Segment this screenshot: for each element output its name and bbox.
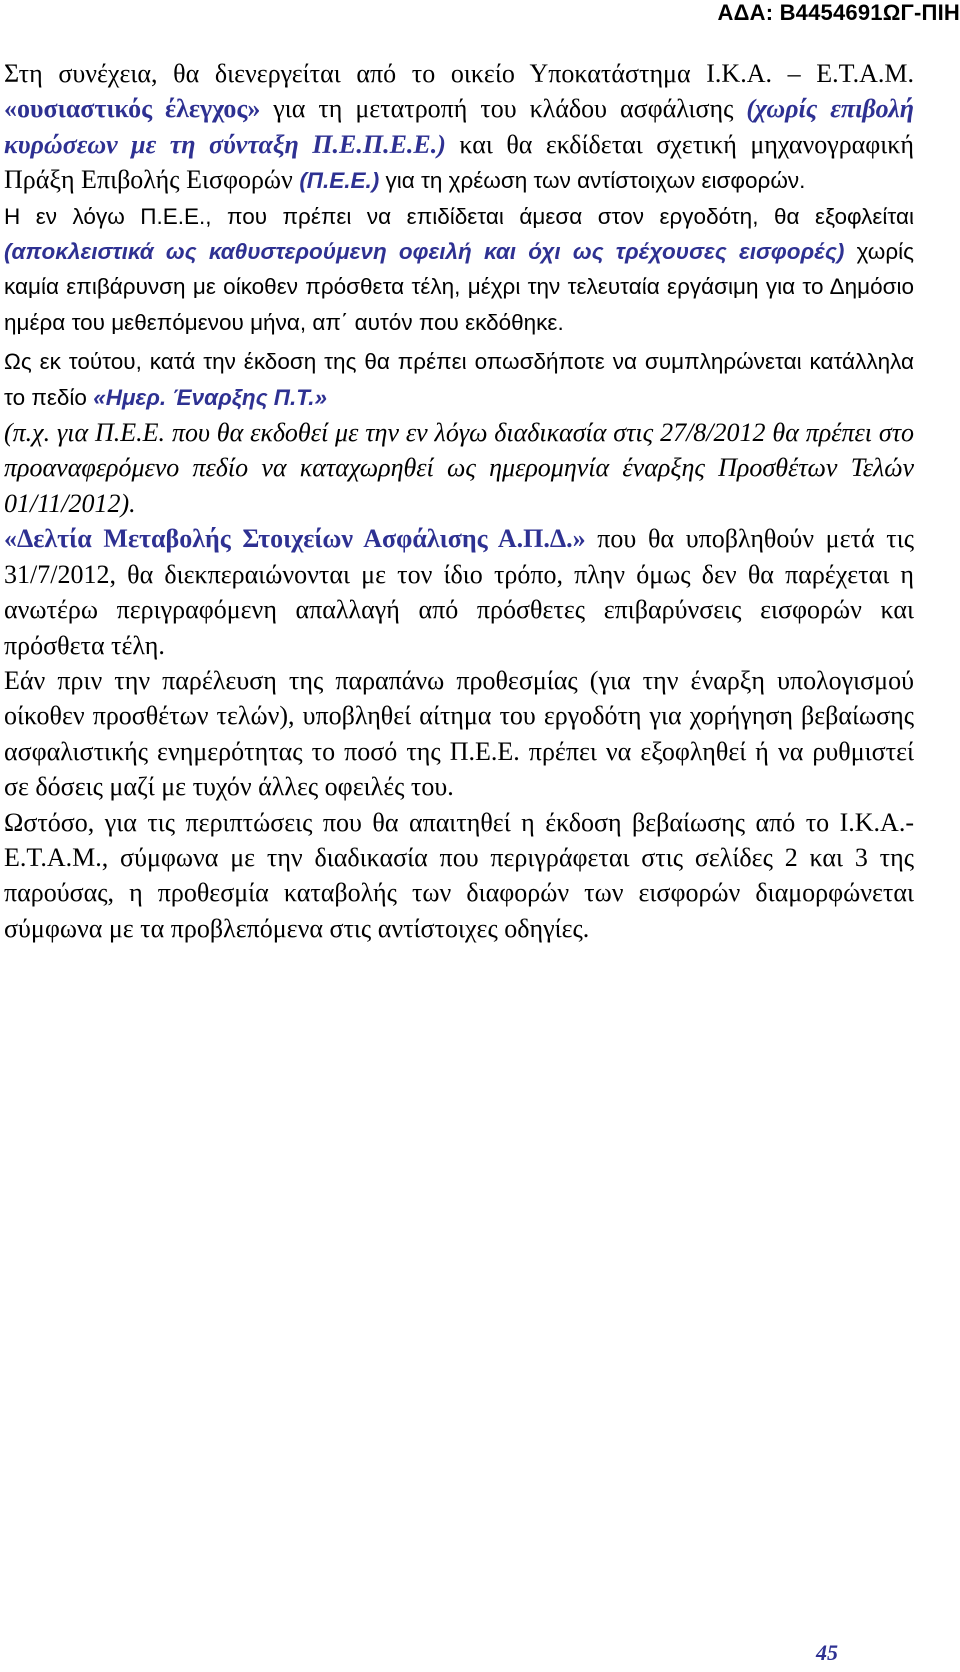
page-number: 45	[816, 1640, 838, 1665]
p7-text: Ωστόσο, για τις περιπτώσεις που θα απαιτηθεί η έκδοση βεβαίωσης από το Ι.Κ.Α.- Ε.Τ.Α.Μ., σύμφωνα με την διαδικασία που περιγράφεται στις σελίδες 2 και 3 της παρούσας, η προθεσμία καταβολής των διαφορών των εισφορών διαμορφώνεται σύμφωνα με τα προβλεπόμενα στις αντίστοιχες οδηγίες.	[4, 807, 914, 943]
paragraph-1	[4, 56, 914, 199]
paragraph-3	[4, 344, 914, 415]
p3-field-name: «Ημερ. Έναρξης Π.Τ.»	[93, 384, 328, 410]
ada-code: ΑΔΑ: Β4454691ΩΓ-ΠΙΗ	[717, 0, 960, 25]
p1-substantive-check: «ουσιαστικός έλεγχος»	[4, 94, 261, 124]
p5-forms-title: «Δελτία Μεταβολής Στοιχείων Ασφάλισης Α.Π.Δ.»	[4, 524, 586, 554]
paragraph-6	[4, 663, 914, 805]
p4-example: (π.χ. για Π.Ε.Ε. που θα εκδοθεί με την εν λόγω διαδικασία στις 27/8/2012 θα πρέπει στο προαναφερόμενο πεδίο να καταχωρηθεί ως ημερομηνία έναρξης Προσθέτων Τελών 01/11/2012).	[4, 418, 914, 518]
p2-text-1: Η εν λόγω Π.Ε.Ε., που πρέπει να επιδίδεται άμεσα στον εργοδότη, θα εξοφλείται	[4, 203, 914, 229]
p3-text-1: Ως εκ τούτου, κατά την έκδοση της θα πρέπει οπωσδήποτε να συμπληρώνεται κατάλληλα το πεδίο	[4, 349, 914, 410]
paragraph-2	[4, 199, 914, 341]
p1-text-7: για τη χρέωση των αντίστοιχων εισφορών.	[379, 168, 806, 194]
p1-no-sanctions-note: (χωρίς επιβολή κυρώσεων με τη σύνταξη Π.Ε.Π.Ε.Ε.)	[4, 94, 914, 159]
p1-text-3: για τη μετατροπή του κλάδου ασφάλισης	[260, 94, 747, 124]
p2-text-3: χωρίς καμία επιβάρυνση με οίκοθεν πρόσθετα τέλη, μέχρι την τελευταία εργάσιμη για το Δημόσιο ημέρα του μεθεπόμενου μήνα, απ΄ αυτόν που εκδόθηκε.	[4, 239, 915, 335]
p2-overdue-note: (αποκλειστικά ως καθυστερούμενη οφειλή και όχι ως τρέχουσες εισφορές)	[4, 239, 845, 265]
p5-text-2: που θα υποβληθούν μετά τις 31/7/2012, θα διεκπεραιώνονται με τον ίδιο τρόπο, πλην όμως δεν θα παρέχεται η ανωτέρω περιγραφόμενη απαλλαγή από πρόσθετες επιβαρύνσεις εισφορών και πρόσθετα τέλη.	[4, 524, 914, 660]
p6-text: Εάν πριν την παρέλευση της παραπάνω προθεσμίας (για την έναρξη υπολογισμού οίκοθεν προσθέτων τελών), υποβληθεί αίτημα του εργοδότη για χορήγηση βεβαίωσης ασφαλιστικής ενημερότητας το ποσό της Π.Ε.Ε. πρέπει να εξοφληθεί ή να ρυθμιστεί σε δόσεις μαζί με τυχόν άλλες οφειλές του.	[4, 665, 914, 802]
p1-text-5: και θα εκδίδεται σχετική μηχανογραφική Πράξη Επιβολής Εισφορών	[4, 129, 914, 195]
p1-pee-abbrev: (Π.Ε.Ε.)	[299, 168, 380, 194]
paragraph-5	[4, 521, 914, 663]
paragraph-7	[4, 805, 914, 947]
paragraph-4	[4, 415, 914, 521]
document-body	[4, 56, 914, 946]
p1-text-1: Στη συνέχεια, θα διενεργείται από το οικείο Υποκατάστημα Ι.Κ.Α. – Ε.Τ.Α.Μ.	[4, 59, 914, 88]
